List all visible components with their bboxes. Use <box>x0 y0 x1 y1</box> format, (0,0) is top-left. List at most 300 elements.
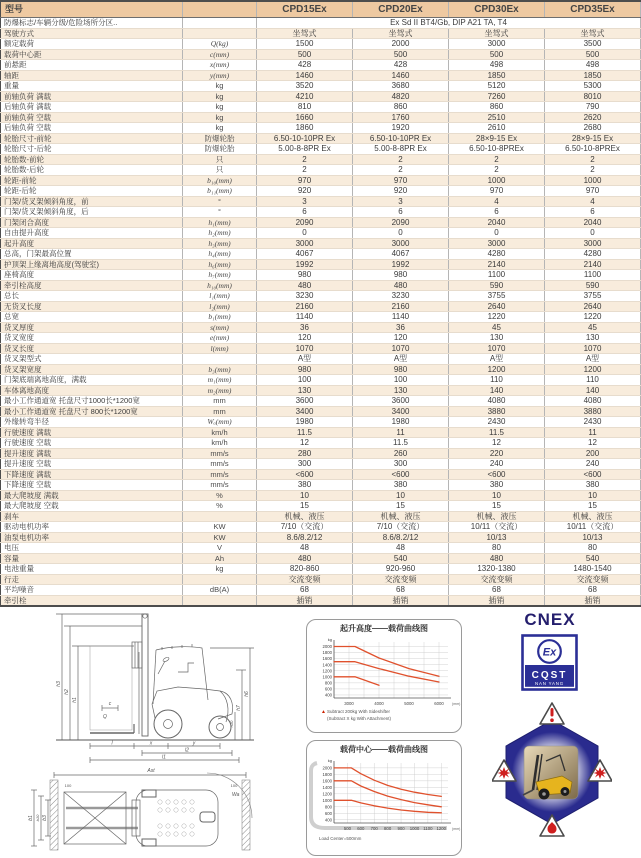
spec-value: 1992 <box>353 259 449 270</box>
spec-value: 970 <box>545 186 641 197</box>
spec-value: 1980 <box>353 417 449 428</box>
spec-label: 前轴负荷 满载 <box>1 91 183 102</box>
dim-label-h6: h6 <box>244 691 250 697</box>
spec-value: 920 <box>353 186 449 197</box>
svg-text:6000: 6000 <box>434 701 444 706</box>
spec-value: 3600 <box>353 396 449 407</box>
spec-unit: ° <box>183 196 257 207</box>
spec-value: 300 <box>257 459 353 470</box>
dim-label-wa: Wa <box>232 792 240 798</box>
dim-label-ast: Ast <box>147 768 155 774</box>
spec-unit: e(mm) <box>183 333 257 344</box>
spec-value: 28×9-15 Ex <box>545 133 641 144</box>
model-name: CPD30Ex <box>449 1 545 18</box>
spec-label: 行走 <box>1 574 183 585</box>
spec-value: 1100 <box>449 270 545 281</box>
spec-value: 2 <box>353 165 449 176</box>
spec-unit <box>183 511 257 522</box>
spec-label: 轮距-后轮 <box>1 186 183 197</box>
table-row <box>1 322 641 333</box>
spec-label: 门架底端离地高度，满载 <box>1 375 183 386</box>
spec-value: 2040 <box>545 217 641 228</box>
spec-value: 540 <box>353 553 449 564</box>
chart-title: 载荷中心——载荷曲线图 <box>340 745 428 754</box>
spec-value: 4820 <box>353 91 449 102</box>
spec-value: 机械、液压 <box>353 511 449 522</box>
spec-value: 130 <box>545 333 641 344</box>
table-row <box>1 480 641 491</box>
spec-value: 2140 <box>545 259 641 270</box>
spec-value: 1220 <box>545 312 641 323</box>
spec-value: 980 <box>257 364 353 375</box>
spec-value: 3000 <box>449 238 545 249</box>
spec-value: 8010 <box>545 91 641 102</box>
table-row <box>1 144 641 155</box>
forklift-note-icon: ▲ <box>321 709 326 715</box>
spec-value: 1850 <box>545 70 641 81</box>
table-row <box>1 259 641 270</box>
spec-label: 门架/货叉架倾斜角度，后 <box>1 207 183 218</box>
spec-label: 最大爬坡度 满载 <box>1 490 183 501</box>
spec-value: 2 <box>257 154 353 165</box>
spec-label: 牵引栓高度 <box>1 280 183 291</box>
spec-value: 500 <box>257 49 353 60</box>
spec-value: 920 <box>257 186 353 197</box>
spec-unit: mm <box>183 406 257 417</box>
table-row <box>1 417 641 428</box>
spec-value: 12 <box>545 438 641 449</box>
spec-unit: h₇(mm) <box>183 270 257 281</box>
spec-label: 无货叉长度 <box>1 301 183 312</box>
spec-value: 280 <box>257 448 353 459</box>
spec-unit: h₂(mm) <box>183 228 257 239</box>
table-row <box>1 490 641 501</box>
svg-text:1000: 1000 <box>322 674 332 680</box>
spec-label: 门架闭合高度 <box>1 217 183 228</box>
spec-unit: kg <box>183 102 257 113</box>
spec-value: 500 <box>545 49 641 60</box>
spec-value: 2620 <box>545 112 641 123</box>
spec-value: 1140 <box>257 312 353 323</box>
spec-unit: kg <box>183 564 257 575</box>
spec-value: 2 <box>449 154 545 165</box>
spec-unit: kg <box>183 91 257 102</box>
spec-value: 3400 <box>257 406 353 417</box>
svg-text:600: 600 <box>324 686 332 692</box>
spec-label: 油泵电机功率 <box>1 532 183 543</box>
spec-value: 3680 <box>353 81 449 92</box>
svg-text:1000: 1000 <box>322 797 332 803</box>
spec-value: 2430 <box>449 417 545 428</box>
spec-value: A型 <box>449 354 545 365</box>
spec-value: 28×9-15 Ex <box>449 133 545 144</box>
spec-value: 100 <box>257 375 353 386</box>
spec-value: 970 <box>353 175 449 186</box>
spec-label: 轮胎尺寸-前轮 <box>1 133 183 144</box>
table-row <box>1 375 641 386</box>
spec-value: 48 <box>257 543 353 554</box>
spec-label: 轴距 <box>1 70 183 81</box>
svg-text:400: 400 <box>324 817 332 823</box>
spec-value: A型 <box>257 354 353 365</box>
spec-unit: Q(kg) <box>183 39 257 50</box>
spec-label: 平均噪音 <box>1 585 183 596</box>
spec-value: 498 <box>545 60 641 71</box>
dim-label-l2: l2 <box>185 747 189 754</box>
spec-value: 380 <box>353 480 449 491</box>
spec-value: 980 <box>353 364 449 375</box>
spec-value: 4280 <box>449 249 545 260</box>
spec-value: 1500 <box>257 39 353 50</box>
spec-value: 110 <box>545 375 641 386</box>
spec-label: 外缘转弯半径 <box>1 417 183 428</box>
spec-label: 最小工作通道宽 托盘尺寸1000长*1200宽 <box>1 396 183 407</box>
spec-value: 980 <box>257 270 353 281</box>
spec-value: 970 <box>257 175 353 186</box>
table-row <box>1 39 641 50</box>
spec-value: 80 <box>545 543 641 554</box>
svg-text:(mm): (mm) <box>452 827 461 831</box>
note-line: Subtract 200kg With Sideshifter <box>326 709 390 714</box>
spec-value: 2000 <box>353 39 449 50</box>
dim-label-h2: h2 <box>64 689 70 695</box>
spec-label: 下降速度 空载 <box>1 480 183 491</box>
spec-label: 容量 <box>1 553 183 564</box>
model-name: CPD20Ex <box>353 1 449 18</box>
spec-label: 最大爬坡度 空载 <box>1 501 183 512</box>
svg-text:1200: 1200 <box>322 668 332 674</box>
table-row <box>1 291 641 302</box>
spec-value: 590 <box>449 280 545 291</box>
spec-value: 1460 <box>257 70 353 81</box>
spec-value: 2140 <box>449 259 545 270</box>
spec-value: 6.50-10-10PR Ex <box>257 133 353 144</box>
svg-text:1000: 1000 <box>409 826 420 831</box>
table-row <box>1 102 641 113</box>
spec-label: 货叉宽度 <box>1 333 183 344</box>
lift-height-load-chart <box>306 619 462 733</box>
spec-unit: 只 <box>183 154 257 165</box>
spec-value: 8.6/8.2/12 <box>353 532 449 543</box>
spec-value: 428 <box>353 60 449 71</box>
dim-label-h10: h10 <box>229 720 234 728</box>
cqst-text: CQST <box>531 670 568 681</box>
table-row <box>1 91 641 102</box>
spec-unit <box>183 574 257 585</box>
svg-text:800: 800 <box>324 680 332 686</box>
spec-value: 3230 <box>353 291 449 302</box>
spec-value: 1860 <box>257 123 353 134</box>
spec-unit: h₄(mm) <box>183 249 257 260</box>
spec-value: 4210 <box>257 91 353 102</box>
spec-unit: dB(A) <box>183 585 257 596</box>
spec-label: 最小工作通道宽 托盘尺寸 800长*1200宽 <box>1 406 183 417</box>
dim-label-b1: b1 <box>28 815 34 821</box>
spec-value: 480 <box>257 553 353 564</box>
spec-value: <600 <box>257 469 353 480</box>
spec-value: 0 <box>449 228 545 239</box>
spec-unit <box>183 595 257 606</box>
spec-value: 15 <box>257 501 353 512</box>
spec-value: 插销 <box>257 595 353 606</box>
spec-value: 7260 <box>449 91 545 102</box>
table-row <box>1 364 641 375</box>
spec-value: 45 <box>449 322 545 333</box>
spec-label: 行驶速度 空载 <box>1 438 183 449</box>
spec-unit: kg <box>183 81 257 92</box>
spec-value: 820-860 <box>257 564 353 575</box>
svg-text:2000: 2000 <box>322 644 332 650</box>
spec-label: 刹车 <box>1 511 183 522</box>
spec-value: 8.6/8.2/12 <box>257 532 353 543</box>
table-row <box>1 280 641 291</box>
svg-text:800: 800 <box>324 804 332 810</box>
spec-value: 5120 <box>449 81 545 92</box>
spec-value: 200 <box>545 448 641 459</box>
table-row <box>1 438 641 449</box>
spec-label: 护顶架上缘离地高度(驾驶室) <box>1 259 183 270</box>
spec-value: 交流变频 <box>353 574 449 585</box>
spec-value: 机械、液压 <box>257 511 353 522</box>
dim-label-h3: h3 <box>56 681 62 687</box>
spec-value: 2160 <box>257 301 353 312</box>
svg-text:3000: 3000 <box>344 701 354 706</box>
spec-value: 3 <box>353 196 449 207</box>
spec-label: 牵引栓 <box>1 595 183 606</box>
spec-value: 860 <box>353 102 449 113</box>
spec-unit: Ah <box>183 553 257 564</box>
spec-unit: mm/s <box>183 448 257 459</box>
spec-unit: h₁(mm) <box>183 217 257 228</box>
spec-value: 110 <box>449 375 545 386</box>
spec-unit: kg <box>183 112 257 123</box>
spec-value: 3755 <box>545 291 641 302</box>
spec-value: 4 <box>545 196 641 207</box>
spec-value: 坐驾式 <box>545 28 641 39</box>
spec-value: 4067 <box>257 249 353 260</box>
spec-value: 10 <box>545 490 641 501</box>
spec-unit: km/h <box>183 438 257 449</box>
table-row <box>1 354 641 365</box>
spec-value: A型 <box>545 354 641 365</box>
table-row <box>1 123 641 134</box>
spec-value: 970 <box>449 186 545 197</box>
table-row <box>1 301 641 312</box>
spec-value: 36 <box>257 322 353 333</box>
spec-unit: % <box>183 490 257 501</box>
spec-value: 140 <box>449 385 545 396</box>
spec-value: 500 <box>353 49 449 60</box>
unit-column-header <box>183 1 257 18</box>
spec-value: 498 <box>449 60 545 71</box>
spec-value: 5.00-8-8PR Ex <box>353 144 449 155</box>
svg-text:(mm): (mm) <box>452 702 461 706</box>
spec-unit: 防爆轮胎 <box>183 133 257 144</box>
spec-unit: km/h <box>183 427 257 438</box>
spec-value: 380 <box>545 480 641 491</box>
spec-value: 交流变频 <box>449 574 545 585</box>
svg-text:1600: 1600 <box>322 656 332 662</box>
spec-value: 260 <box>353 448 449 459</box>
svg-text:5000: 5000 <box>404 701 414 706</box>
spec-value: 6 <box>449 207 545 218</box>
spec-label: 轮胎尺寸-后轮 <box>1 144 183 155</box>
spec-value: 2 <box>449 165 545 176</box>
spec-value: 1070 <box>353 343 449 354</box>
spec-unit: l₁(mm) <box>183 291 257 302</box>
spec-unit: l₂(mm) <box>183 301 257 312</box>
spec-unit: x(mm) <box>183 60 257 71</box>
spec-value: 15 <box>545 501 641 512</box>
spec-label: 前轴负荷 空载 <box>1 112 183 123</box>
svg-text:600: 600 <box>357 826 365 831</box>
spec-unit: mm <box>183 396 257 407</box>
spec-value: 插销 <box>449 595 545 606</box>
table-row <box>1 249 641 260</box>
spec-value: 11.5 <box>257 427 353 438</box>
spec-label: 货叉架型式 <box>1 354 183 365</box>
spec-value: 220 <box>449 448 545 459</box>
spec-label: 驱动电机功率 <box>1 522 183 533</box>
svg-text:700: 700 <box>370 826 378 831</box>
spec-unit: V <box>183 543 257 554</box>
spec-unit: s(mm) <box>183 322 257 333</box>
spec-value: 2680 <box>545 123 641 134</box>
svg-text:kg: kg <box>327 637 332 642</box>
spec-value: 6.50-10-10PR Ex <box>353 133 449 144</box>
spec-value: 交流变频 <box>257 574 353 585</box>
spec-label: 总宽 <box>1 312 183 323</box>
table-row <box>1 207 641 218</box>
spec-value: 1200 <box>545 364 641 375</box>
spec-value: 3755 <box>449 291 545 302</box>
spec-value: 45 <box>545 322 641 333</box>
spec-value: 3 <box>257 196 353 207</box>
spec-value: 10 <box>353 490 449 501</box>
table-row <box>1 112 641 123</box>
spec-unit: mm/s <box>183 459 257 470</box>
spec-label: 总长 <box>1 291 183 302</box>
spec-unit: KW <box>183 522 257 533</box>
spec-value: 2640 <box>449 301 545 312</box>
spec-value: 10 <box>449 490 545 501</box>
spec-value: 2 <box>353 154 449 165</box>
spec-value: 机械、液压 <box>449 511 545 522</box>
load-center-load-chart <box>306 740 462 856</box>
spec-label: 货叉厚度 <box>1 322 183 333</box>
spec-value: 6 <box>257 207 353 218</box>
spec-value: 1070 <box>257 343 353 354</box>
spec-value: 10/13 <box>449 532 545 543</box>
table-row <box>1 175 641 186</box>
spec-label: 座椅高度 <box>1 270 183 281</box>
spec-value: 2160 <box>353 301 449 312</box>
spec-value: 300 <box>353 459 449 470</box>
spec-value: <600 <box>353 469 449 480</box>
spec-value: 240 <box>449 459 545 470</box>
svg-text:400: 400 <box>324 692 332 698</box>
table-row <box>1 469 641 480</box>
spec-value: 2 <box>257 165 353 176</box>
spec-label: 提升速度 空载 <box>1 459 183 470</box>
table-row <box>1 574 641 585</box>
spec-label: 后轴负荷 满载 <box>1 102 183 113</box>
spec-value: 48 <box>353 543 449 554</box>
spec-label: 货叉长度 <box>1 343 183 354</box>
ex-marking-row <box>1 18 641 29</box>
spec-label: 驾驶方式 <box>1 28 183 39</box>
table-row <box>1 459 641 470</box>
spec-value: 480 <box>353 280 449 291</box>
table-row <box>1 81 641 92</box>
spec-unit <box>183 18 257 29</box>
spec-value: 1992 <box>257 259 353 270</box>
spec-unit <box>183 354 257 365</box>
spec-value: 68 <box>449 585 545 596</box>
spec-label: 自由提升高度 <box>1 228 183 239</box>
chart-title: 起升高度——载荷曲线图 <box>340 624 428 633</box>
spec-unit: Wₐ(mm) <box>183 417 257 428</box>
dim-label-l: l <box>111 740 113 747</box>
table-row <box>1 427 641 438</box>
spec-value: 480 <box>257 280 353 291</box>
spec-value: 6 <box>353 207 449 218</box>
spec-value: 6.50-10-8PREx <box>449 144 545 155</box>
spec-value: <600 <box>449 469 545 480</box>
spec-value: 交流变频 <box>545 574 641 585</box>
spec-value: 120 <box>353 333 449 344</box>
table-row <box>1 196 641 207</box>
dim-label-b3: b3 <box>42 815 48 821</box>
svg-text:1800: 1800 <box>322 650 332 656</box>
spec-value: 11 <box>545 427 641 438</box>
spec-value: 6.50-10-8PREx <box>545 144 641 155</box>
spec-value: 860 <box>449 102 545 113</box>
spec-unit: m₂(mm) <box>183 385 257 396</box>
spec-value: 130 <box>353 385 449 396</box>
spec-value: 11 <box>353 427 449 438</box>
spec-value: 1000 <box>449 175 545 186</box>
spec-unit: m₁(mm) <box>183 375 257 386</box>
spec-value: 3500 <box>545 39 641 50</box>
dim-label-100-right: 100 <box>230 783 238 788</box>
spec-label: 车体离地高度 <box>1 385 183 396</box>
dim-label-h7: h7 <box>236 705 242 711</box>
table-row <box>1 238 641 249</box>
table-row <box>1 312 641 323</box>
spec-value: 12 <box>257 438 353 449</box>
spec-value: 4067 <box>353 249 449 260</box>
spec-value: 0 <box>257 228 353 239</box>
spec-unit <box>183 28 257 39</box>
spec-value: A型 <box>353 354 449 365</box>
spec-unit: b₁(mm) <box>183 312 257 323</box>
spec-value: <600 <box>545 469 641 480</box>
table-row <box>1 133 641 144</box>
forklift-photo <box>523 746 578 800</box>
spec-unit: h₃(mm) <box>183 238 257 249</box>
lift-height-load-plot <box>307 636 461 709</box>
spec-label: 轮距-前轮 <box>1 175 183 186</box>
spec-label: 轮胎数-后轮 <box>1 165 183 176</box>
spec-value: 3000 <box>449 39 545 50</box>
spec-value: 428 <box>257 60 353 71</box>
svg-text:1400: 1400 <box>322 662 332 668</box>
spec-unit: b₁₀(mm) <box>183 175 257 186</box>
spec-value: 380 <box>257 480 353 491</box>
svg-text:600: 600 <box>324 810 332 816</box>
spec-value: 10 <box>257 490 353 501</box>
